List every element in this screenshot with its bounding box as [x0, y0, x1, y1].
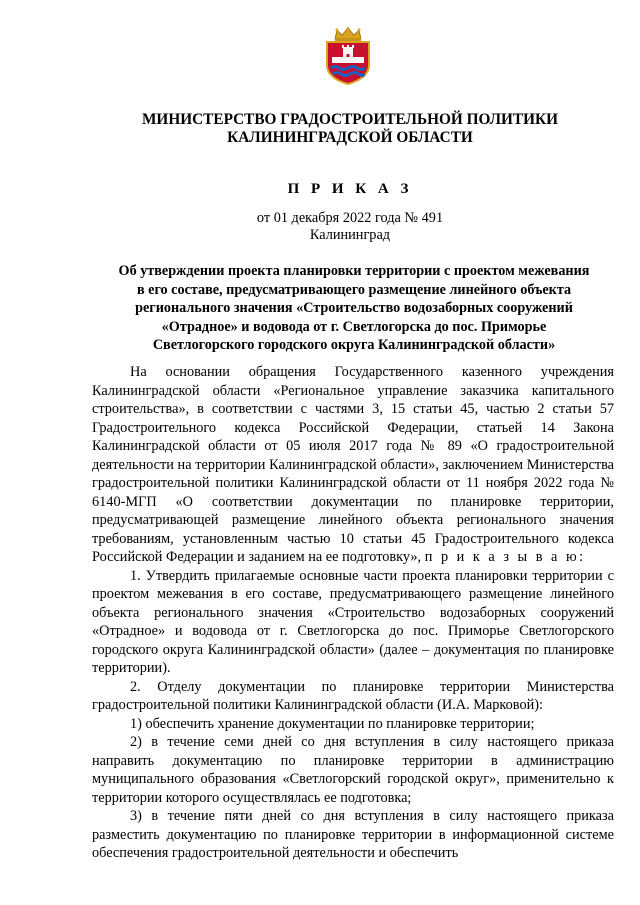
subject-line: «Отрадное» и водовода от г. Светлогорска до пос. Приморье [161, 318, 547, 335]
ministry-name [60, 111, 640, 147]
kaliningrad-coat-of-arms-icon [323, 27, 373, 85]
intro-text: На основании обращения Государственного казенного учреждения Калининградской области «Региональное управление заказчика капитального строительства», в соответствии с частями 3, 15 статьи 45, частью 2 статьи 57 Градостроительного кодекса Российской Федерации, статьей 14 Закона Калининградской области от 05 июля 2017 года № 89 «О градостроительной деятельности на территории Калининградской области», заключением Министерства градостроительной политики Калининградской области от 11 ноября 2022 года № 6140-МГП «О соответствии документации по планировке территории, предусматривающей размещение линейного объекта регионального значения требованиям, установленным частью 10 статьи 45 Градостроительного кодекса Российской Федерации и заданием на ее подготовку», [92, 364, 614, 565]
subject-line: в его составе, предусматривающего размещение линейного объекта [136, 281, 572, 298]
subject-line: Об утверждении проекта планировки территории с проектом межевания [118, 263, 590, 279]
ministry-name-line1: МИНИСТЕРСТВО ГРАДОСТРОИТЕЛЬНОЙ ПОЛИТИКИ [141, 111, 559, 128]
subject-line: Светлогорского городского округа Калининградской области» [152, 337, 556, 353]
paragraph-2-item-3: 3) в течение пяти дней со дня вступления в силу настоящего приказа разместить документацию по планировке территории в информационной системе обеспечения градостроительной деятельности и обеспечить [92, 808, 614, 861]
paragraph-1: 1. Утвердить прилагаемые основные части проекта планировки территории с проектом межевания в его составе, предусматривающего размещение линейного объекта регионального значения «Строительство водозаборных сооружений «Отрадное» и водовода от г. Светлогорска до пос. Приморье Светлогорского городского округа Калининградской области» (далее – документация по планировке территории). [92, 567, 614, 676]
order-body [92, 363, 614, 863]
ministry-name-line2: КАЛИНИНГРАДСКОЙ ОБЛАСТИ [227, 129, 473, 146]
intro-paragraph [92, 363, 614, 567]
subject-line: регионального значения «Строительство водозаборных сооружений [135, 300, 573, 316]
paragraph-2-item-2: 2) в течение семи дней со дня вступления в силу настоящего приказа направить документацию по планировке территории в администрацию муниципального образования «Светлогорский городской округ», применительно к территории которого осуществлялась ее подготовка; [92, 734, 614, 806]
paragraph-2: 2. Отделу документации по планировке территории Министерства градостроительной политики Калининградской области (И.А. Марковой): [92, 678, 614, 713]
order-date-number: от 01 декабря 2022 года № 491 [256, 210, 444, 226]
decree-word: п р и к а з ы в а ю: [424, 549, 586, 565]
order-meta [60, 210, 640, 244]
order-title: П Р И К А З [287, 181, 413, 197]
order-subject [88, 262, 620, 355]
paragraph-2-item-1: 1) обеспечить хранение документации по планировке территории; [130, 715, 535, 732]
order-city: Калининград [309, 227, 391, 243]
